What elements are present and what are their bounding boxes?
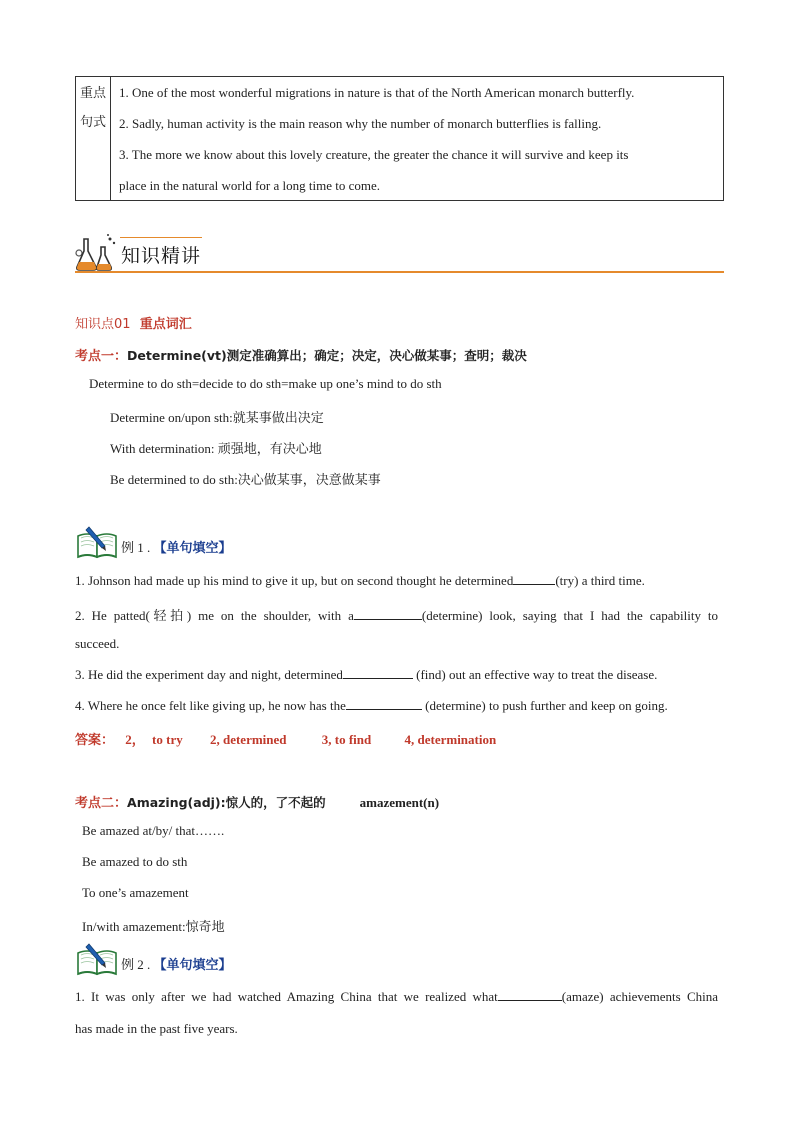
answer-2: 2, determined bbox=[209, 732, 287, 747]
kd2-usage-1: Be amazed at/by/ that……. bbox=[82, 823, 225, 838]
example-1-prefix: 例 1 . bbox=[121, 540, 154, 555]
kp01-label: 知识点01 bbox=[75, 317, 131, 332]
kp01-heading bbox=[75, 313, 192, 332]
ex2-q1-cont: has made in the past five years. bbox=[75, 1021, 238, 1036]
answer-1: 2， bbox=[125, 732, 145, 747]
example-2-label bbox=[121, 954, 232, 973]
ex1-q1 bbox=[75, 573, 645, 589]
section-thin-rule bbox=[120, 237, 202, 238]
answer-3: 3, to find bbox=[321, 732, 372, 747]
kp01-title: 重点词汇 bbox=[139, 317, 192, 332]
ex1-q1-hint: (try) a third time. bbox=[555, 573, 645, 588]
kd2-usage-3: To one’s amazement bbox=[82, 885, 189, 900]
key-sentence-1: 1. One of the most wonderful migrations in nature is that of the North American monarch butterfly. bbox=[119, 85, 635, 100]
answer-4: 4, determination bbox=[404, 732, 497, 747]
ex2-q1 bbox=[75, 989, 718, 1005]
example-2-heading bbox=[75, 947, 375, 977]
lab-flask-icon bbox=[75, 233, 117, 273]
example-1-tag: 【单句填空】 bbox=[153, 541, 232, 556]
kd2-usage-4: In/with amazement:惊奇地 bbox=[82, 919, 225, 934]
ex1-q1-blank[interactable] bbox=[513, 573, 555, 585]
answer-label: 答案： bbox=[75, 733, 115, 748]
kd1-usage-3: With determination: 顽强地，有决心地 bbox=[110, 441, 322, 456]
ex2-q1-text: 1. It was only after we had watched Amazing China that we realized what bbox=[75, 989, 498, 1004]
section-title: 知识精讲 bbox=[121, 245, 202, 267]
ex1-q4-blank[interactable] bbox=[346, 698, 422, 710]
ex1-q3 bbox=[75, 667, 657, 683]
ex1-q2-text: 2. He patted(轻拍) me on the shoulder, with a bbox=[75, 608, 354, 623]
kd1-title: Determine(vt)测定准确算出；确定；决定，决心做某事；查明；裁决 bbox=[127, 348, 527, 363]
ex2-q1-blank[interactable] bbox=[498, 989, 562, 1001]
kd1-usage-2: Determine on/upon sth:就某事做出决定 bbox=[110, 410, 324, 425]
ex1-q4-hint: (determine) to push further and keep on going. bbox=[421, 698, 668, 713]
key-sentence-label bbox=[76, 77, 111, 200]
key-sentence-3: 3. The more we know about this lovely creature, the greater the chance it will survive and keep its bbox=[119, 147, 629, 162]
label-bottom: 句式 bbox=[79, 115, 106, 130]
ex1-q3-text: 3. He did the experiment day and night, determined bbox=[75, 667, 343, 682]
ex1-q3-blank[interactable] bbox=[343, 667, 413, 679]
section-rule bbox=[75, 271, 724, 273]
book-pencil-icon bbox=[75, 941, 121, 977]
kd1-usage-4: Be determined to do sth:决心做某事，决意做某事 bbox=[110, 472, 381, 487]
key-sentence-2: 2. Sadly, human activity is the main reason why the number of monarch butterflies is falling. bbox=[119, 116, 602, 131]
kd2-title-extra: amazement(n) bbox=[359, 795, 440, 810]
label-top: 重点 bbox=[79, 86, 106, 101]
kd2-title: Amazing(adj):惊人的，了不起的 bbox=[127, 795, 326, 810]
key-sentence-table bbox=[75, 76, 724, 201]
ex2-q1-hint: (amaze) achievements China bbox=[561, 989, 718, 1004]
kd2-heading bbox=[75, 792, 439, 811]
book-pencil-icon bbox=[75, 524, 121, 560]
key-sentence-4: place in the natural world for a long time to come. bbox=[119, 178, 380, 193]
ex1-q4-text: 4. Where he once felt like giving up, he now has the bbox=[75, 698, 346, 713]
answer-1-text: to try bbox=[152, 732, 183, 747]
ex1-q3-hint: (find) out an effective way to treat the disease. bbox=[412, 667, 658, 682]
kd2-usage-2: Be amazed to do sth bbox=[82, 854, 188, 869]
ex1-q2-hint: (determine) look, saying that I had the capability to bbox=[421, 608, 719, 623]
ex1-q1-text: 1. Johnson had made up his mind to give it up, but on second thought he determined bbox=[75, 573, 514, 588]
ex1-q4 bbox=[75, 698, 668, 714]
ex1-q2-cont: succeed. bbox=[75, 636, 120, 651]
example-2-prefix: 例 2 . bbox=[121, 957, 154, 972]
example-1-heading bbox=[75, 530, 375, 560]
kd1-usage-1: Determine to do sth=decide to do sth=make up one’s mind to do sth bbox=[89, 376, 442, 391]
kd1-label: 考点一： bbox=[75, 349, 128, 364]
kd1-heading bbox=[75, 345, 527, 364]
kd2-label: 考点二： bbox=[75, 796, 128, 811]
example-2-tag: 【单句填空】 bbox=[153, 958, 232, 973]
ex1-q2-blank[interactable] bbox=[354, 608, 422, 620]
example-1-label bbox=[121, 537, 232, 556]
ex1-answers bbox=[75, 729, 496, 748]
ex1-q2 bbox=[75, 605, 718, 624]
